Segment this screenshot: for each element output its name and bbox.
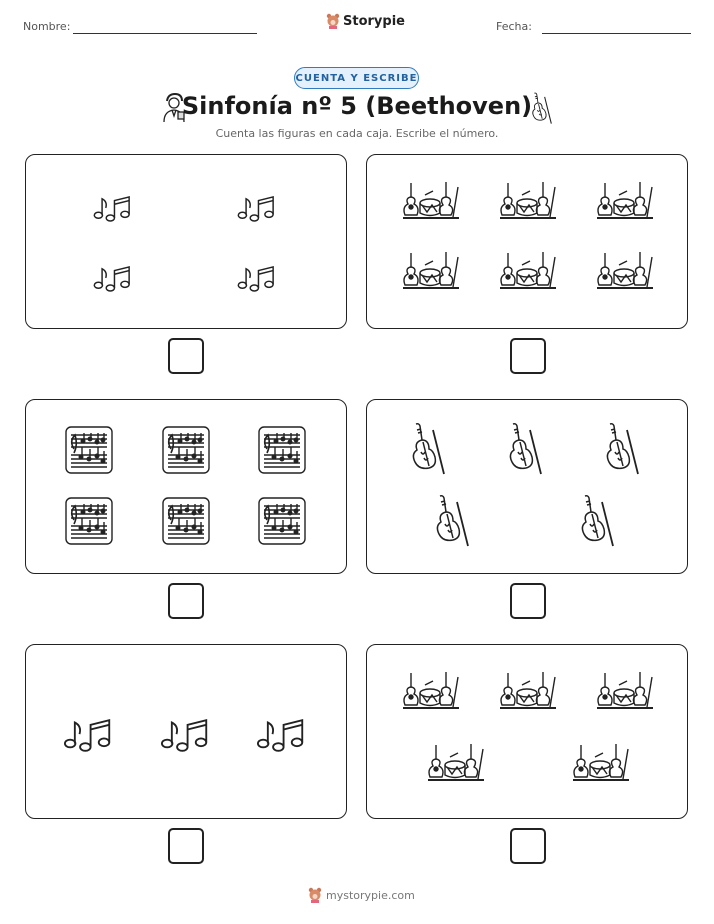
violin-icon	[601, 422, 641, 478]
music-notes-icon	[236, 261, 280, 293]
sheet-music-icon	[64, 496, 114, 546]
sheet-music-icon	[257, 425, 307, 475]
instruments-icon	[426, 741, 486, 783]
instruments-icon	[595, 179, 655, 221]
instruments-icon	[401, 249, 461, 291]
name-line[interactable]	[73, 33, 257, 34]
music-notes-icon	[62, 713, 118, 753]
music-notes-icon	[236, 191, 280, 223]
instruments-icon	[401, 669, 461, 711]
brand-name: Storypie	[343, 13, 405, 29]
count-box-6	[366, 644, 688, 819]
violin-icon	[576, 494, 616, 550]
music-notes-icon	[92, 191, 136, 223]
count-box-2	[366, 154, 688, 329]
page-title: Sinfonía nº 5 (Beethoven)	[181, 92, 533, 120]
answer-box-2[interactable]	[510, 338, 546, 374]
music-notes-icon	[92, 261, 136, 293]
violin-title-icon	[527, 92, 555, 126]
count-box-5	[25, 644, 347, 819]
instruments-icon	[401, 179, 461, 221]
instruments-icon	[595, 669, 655, 711]
instruments-icon	[498, 179, 558, 221]
footer-url[interactable]: mystorypie.com	[326, 888, 415, 902]
answer-box-5[interactable]	[168, 828, 204, 864]
bear-icon	[308, 887, 322, 903]
brand-logo	[326, 13, 405, 29]
sheet-music-icon	[161, 425, 211, 475]
instructions: Cuenta las figuras en cada caja. Escribe el número.	[215, 127, 499, 140]
instruments-icon	[498, 249, 558, 291]
bear-icon	[326, 13, 340, 29]
count-box-3	[25, 399, 347, 574]
footer	[308, 887, 415, 903]
music-notes-icon	[255, 713, 311, 753]
instruments-icon	[595, 249, 655, 291]
instruments-icon	[498, 669, 558, 711]
activity-badge: CUENTA Y ESCRIBE	[294, 67, 419, 89]
count-box-1	[25, 154, 347, 329]
count-box-4	[366, 399, 688, 574]
answer-box-3[interactable]	[168, 583, 204, 619]
sheet-music-icon	[161, 496, 211, 546]
answer-box-1[interactable]	[168, 338, 204, 374]
sheet-music-icon	[257, 496, 307, 546]
answer-box-6[interactable]	[510, 828, 546, 864]
sheet-music-icon	[64, 425, 114, 475]
name-label: Nombre:	[23, 20, 71, 33]
date-line[interactable]	[542, 33, 691, 34]
violin-icon	[407, 422, 447, 478]
date-label: Fecha:	[496, 20, 532, 33]
instruments-icon	[571, 741, 631, 783]
violin-icon	[504, 422, 544, 478]
violin-icon	[431, 494, 471, 550]
music-notes-icon	[159, 713, 215, 753]
answer-box-4[interactable]	[510, 583, 546, 619]
